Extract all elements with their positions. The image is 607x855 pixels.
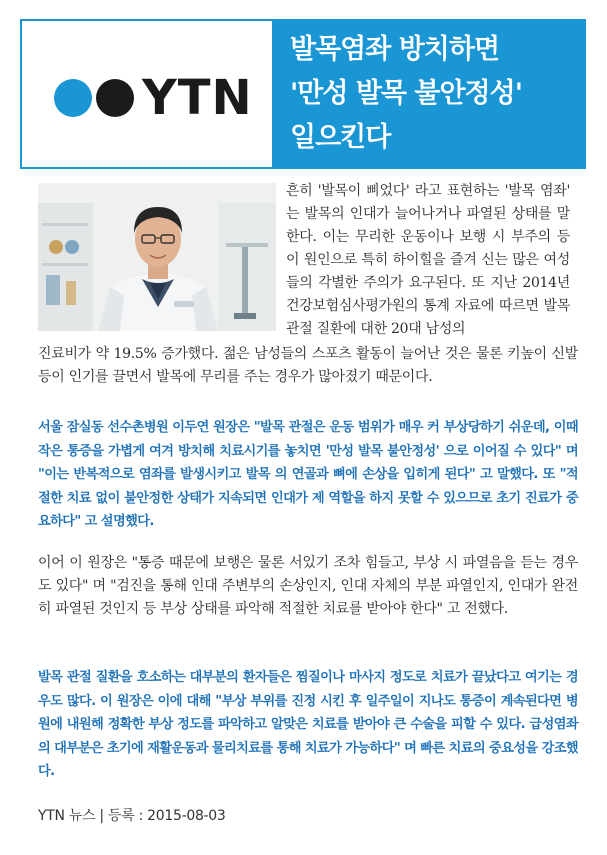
logo-wordmark: YTN: [142, 70, 253, 126]
body-paragraph-3: 이어 이 원장은 "통증 때문에 보행은 물론 서있기 조차 힘들고, 부상 시 파열음을 듣는 경우도 있다" 며 "검진을 통해 인대 주변부의 손상인지, 인대 자체의 부분 파열인지, 인대가 완전히 파열된 것인지 등 부상 상태를 파악해 적절한 치료를 받아야 한다" 고 전했다.: [38, 555, 578, 617]
logo-black-dot-icon: [96, 79, 134, 117]
article-footer: YTN 뉴스 | 등록 : 2015-08-03: [38, 808, 226, 824]
headline-line-1: 발목염좌 방치하면: [290, 34, 500, 65]
doctor-photo: [38, 183, 276, 331]
logo-blue-dot-icon: [54, 79, 92, 117]
headline-line-3: 일으킨다: [290, 122, 391, 153]
headline-line-2: '만성 발목 불안정성': [290, 78, 522, 109]
headline: [290, 28, 586, 160]
ytn-logo: [20, 19, 274, 169]
quote-paragraph-2: 발목 관절 질환을 호소하는 대부분의 환자들은 찜질이나 마사지 정도로 치료가 끝났다고 여기는 경우도 많다. 이 원장은 이에 대해 "부상 부위를 진정 시킨 후 일주일이 지나도 통증이 계속된다면 병원에 내원해 정확한 부상 정도를 파악하고 알맞은 치료를 받아야 큰 수술을 피할 수 있다. 급성염좌의 대부분은 초기에 재활운동과 물리치료를 통해 치료가 가능하다" 며 빠른 치료의 중요성을 강조했다.: [38, 670, 578, 779]
body-paragraph-2: 진료비가 약 19.5% 증가했다. 젊은 남성들의 스포츠 활동이 늘어난 것은 물론 키높이 신발 등이 인기를 끌면서 발목에 무리를 주는 경우가 많아졌기 때문이다.: [38, 346, 578, 385]
quote-paragraph-1: 서울 잠실동 선수촌병원 이두연 원장은 "발목 관절은 운동 범위가 매우 커 부상당하기 쉬운데, 이때 작은 통증을 가볍게 여겨 방치해 치료시기를 놓치면 '만성 발목 불안정성' 으로 이어질 수 있다" 며 "이는 반복적으로 염좌를 발생시키고 발목 의 연골과 뼈에 손상을 입히게 된다" 고 말했다. 또 "적절한 치료 없이 불안정한 상태가 지속되면 인대가 제 역할을 하지 못할 수 있으므로 초기 진료가 중요하다" 고 설명했다.: [38, 420, 578, 529]
doctor-portrait-icon: [38, 183, 276, 331]
body-paragraph-1: 흔히 '발목이 삐었다' 라고 표현하는 '발목 염좌' 는 발목의 인대가 늘어나거나 파열된 상태를 말한다. 이는 무리한 운동이나 보행 시 부주의 등이 원인으로 특히 하이힐을 즐겨 신는 많은 여성들의 각별한 주의가 요구된다. 또 지난 2014년 건강보험심사평가원의 통계 자료에 따르면 발목 관절 질환에 대한 20대 남성의: [286, 183, 570, 337]
header-banner: [20, 19, 586, 169]
